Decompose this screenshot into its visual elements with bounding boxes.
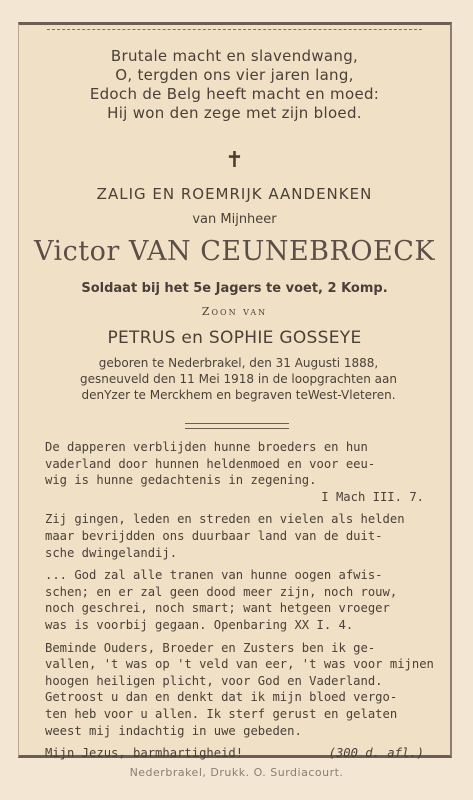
text-line: weest mij indachtig in uwe gebeden. [45, 723, 302, 738]
text-line: vallen, 't was op 't veld van eer, 't was voor mijnen [45, 657, 434, 672]
cross-icon: ✝ [225, 148, 244, 173]
heading: ZALIG EN ROEMRIJK AANDENKEN [96, 185, 373, 203]
text-line: hoogen heiligen plicht, voor God en Vaderland. [45, 673, 383, 688]
poem-line: Brutale macht en slavendwang, [110, 47, 359, 65]
memorial-card [18, 22, 452, 761]
text-line: sche dwingelandij. [45, 545, 178, 560]
scripture-reference: I Mach III. 7. [321, 489, 424, 504]
poem-line: O, tergden ons vier jaren lang, [115, 66, 354, 84]
paragraph [45, 640, 434, 740]
separator-divider [185, 423, 289, 429]
text-line: Beminde Ouders, Broeder en Zusters ben ik ge- [45, 640, 376, 655]
van-mijnheer: van Mijnheer [192, 212, 277, 227]
bio-line: gesneuveld den 11 Mei 1918 in de loopgrachten aan [80, 372, 397, 386]
closing-line [45, 745, 424, 762]
text-line: De dapperen verblijden hunne broeders en hun [45, 440, 368, 454]
text-line: schen; en er zal geen dood meer zijn, noch rouw, [45, 584, 398, 599]
indulgence-note: (300 d. afl.) [328, 746, 424, 761]
paragraph [45, 567, 424, 633]
parents-names: PETRUS en SOPHIE GOSSEYE [107, 328, 362, 348]
deceased-name: Victor VAN CEUNEBROECK [33, 236, 436, 267]
body-text [45, 439, 434, 762]
poem-line: Hij won den zege met zijn bloed. [107, 104, 362, 122]
paragraph [45, 439, 424, 505]
text-line: ... God zal alle tranen van hunne oogen afwis- [45, 568, 383, 583]
poem-line: Edoch de Belg heeft macht en moed: [89, 85, 380, 103]
poem [19, 47, 450, 123]
text-line: was is voorbij gegaan. Openbaring XX I. 4. [45, 617, 354, 632]
text-line: Getroost u dan en denkt dat ik mijn bloed vergo- [45, 690, 398, 705]
text-line: vaderland door hunnen heldenmoed en voor eeu- [45, 456, 376, 471]
text-line: noch geschrei, noch smart; want hetgeen vroeger [45, 601, 390, 616]
closing-prayer: Mijn Jezus, barmhartigheid! [45, 746, 244, 761]
text-line: Zij gingen, leden en streden en vielen als helden [45, 512, 405, 527]
biography [41, 355, 436, 403]
text-line: maar bevrijdden ons duurbaar land van de duit- [45, 528, 383, 543]
bio-line: geboren te Nederbrakel, den 31 Augusti 1888, [98, 356, 379, 370]
rank-line: Soldaat bij het 5e Jagers te voet, 2 Komp. [81, 281, 388, 296]
paragraph [45, 511, 424, 561]
top-border-line [47, 29, 422, 31]
zoon-van: Zoon van [201, 305, 268, 318]
bio-line: denYzer te Merckhem en begraven teWest-Vleteren. [81, 388, 396, 402]
text-line: wig is hunne gedachtenis in zegening. [45, 473, 317, 488]
printer-credit: Nederbrakel, Drukk. O. Surdiacourt. [129, 766, 344, 779]
text-line: ten heb voor u allen. Ik sterf gerust en gelaten [45, 706, 398, 721]
